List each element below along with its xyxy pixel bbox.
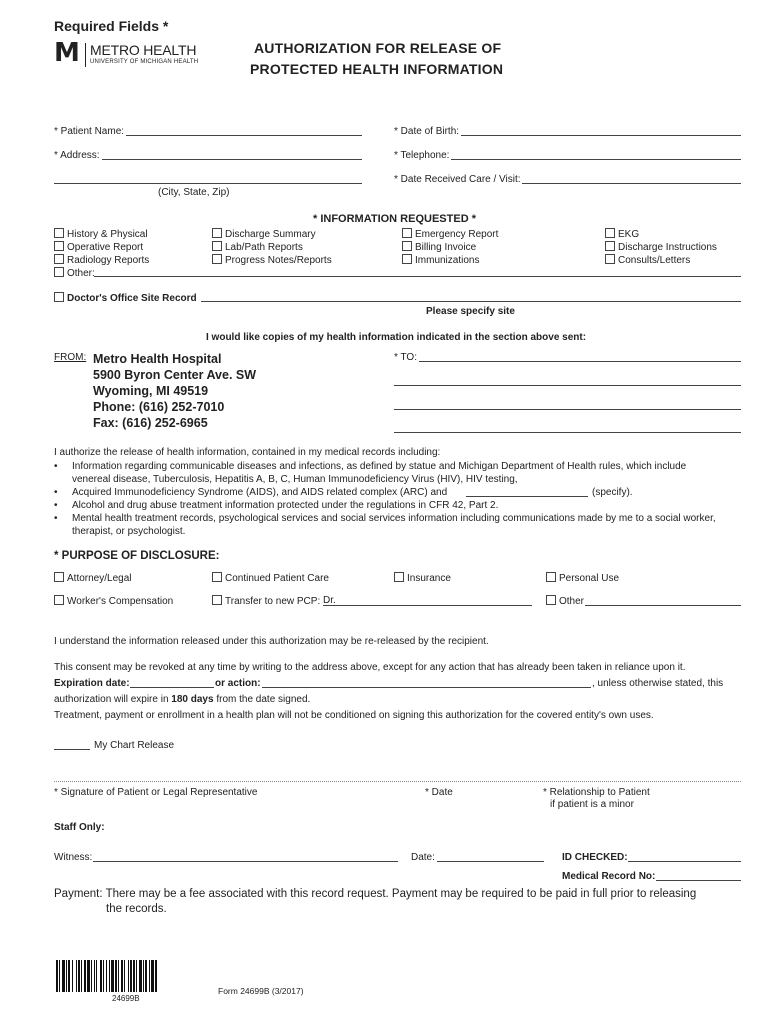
checkbox-operative-report[interactable]: Operative Report	[54, 241, 149, 254]
other-purpose-field[interactable]	[585, 605, 741, 606]
checkbox-continued-care[interactable]: Continued Patient Care	[212, 572, 329, 584]
medical-record-label: Medical Record No:	[562, 871, 656, 882]
to-label: * TO:	[394, 352, 417, 363]
relationship-label: * Relationship to Patient if patient is a minor	[543, 787, 650, 810]
bullet-mental-health-cont: therapist, or psychologist.	[72, 526, 186, 537]
to-field-line4[interactable]	[394, 432, 741, 433]
action-field[interactable]	[262, 687, 591, 688]
bullet-mental-health: • Mental health treatment records, psychological services and social services information including communications made by me to a social worker,	[72, 513, 716, 524]
medical-record-field[interactable]	[656, 880, 741, 881]
staff-date-label: Date:	[411, 852, 435, 863]
rereleased-text: I understand the information released under this authorization may be re-released by the recipient.	[54, 636, 489, 647]
witness-field[interactable]	[93, 861, 398, 862]
signature-date-label: * Date	[425, 787, 453, 798]
witness-label: Witness:	[54, 852, 93, 863]
checkbox-ekg[interactable]: EKG	[605, 228, 717, 241]
bullet-aids: • Acquired Immunodeficiency Syndrome (AIDS), and AIDS related complex (ARC) and	[72, 487, 447, 498]
bullet-communicable-cont: venereal disease, Tuberculosis, Hepatitis A, B, C, Human Immunodeficiency Virus (HIV), HIV testing,	[72, 474, 518, 485]
info-requested-heading: * INFORMATION REQUESTED *	[313, 213, 476, 225]
bullet-alcohol-drug: • Alcohol and drug abuse treatment information protected under the regulations in CFR 42, Part 2.	[72, 500, 498, 511]
patient-name-label: * Patient Name:	[54, 126, 125, 137]
payment-note-cont: the records.	[106, 903, 167, 915]
or-action-label: or action:	[215, 678, 261, 689]
checkbox-workers-comp[interactable]: Worker's Compensation	[54, 595, 173, 607]
checkbox-progress-notes[interactable]: Progress Notes/Reports	[212, 254, 332, 267]
treatment-text: Treatment, payment or enrollment in a health plan will not be conditioned on signing this authorization for the covered entity's own uses.	[54, 710, 654, 721]
city-state-zip-label: (City, State, Zip)	[158, 187, 230, 198]
staff-date-field[interactable]	[437, 861, 544, 862]
my-chart-label: My Chart Release	[94, 740, 175, 751]
checkbox-transfer-pcp[interactable]: Transfer to new PCP:	[212, 595, 320, 607]
checkbox-immunizations[interactable]: Immunizations	[402, 254, 498, 267]
dob-field[interactable]	[461, 135, 741, 136]
payment-note: Payment: There may be a fee associated with this record request. Payment may be required to be paid in full prior to releasing	[54, 888, 697, 900]
block-m-icon: M	[54, 38, 79, 68]
signature-line[interactable]	[54, 781, 741, 782]
to-field-line1[interactable]	[419, 361, 741, 362]
doctor-site-field[interactable]	[201, 301, 741, 302]
expiration-label: Expiration date:	[54, 678, 130, 689]
checkbox-lab-path-reports[interactable]: Lab/Path Reports	[212, 241, 332, 254]
expiration-date-field[interactable]	[130, 687, 214, 688]
address-line2-field[interactable]	[54, 183, 362, 184]
purpose-heading: * PURPOSE OF DISCLOSURE:	[54, 550, 220, 562]
address-field[interactable]	[102, 159, 362, 160]
dr-label: Dr.	[323, 595, 336, 606]
expire-text: authorization will expire in 180 days from the date signed.	[54, 694, 311, 705]
checkbox-personal-use[interactable]: Personal Use	[546, 572, 619, 584]
copies-sent-text: I would like copies of my health information indicated in the section above sent:	[206, 332, 587, 343]
info-col3	[402, 228, 498, 267]
telephone-label: * Telephone:	[394, 150, 450, 161]
info-col2	[212, 228, 332, 267]
checkbox-radiology-reports[interactable]: Radiology Reports	[54, 254, 149, 267]
dob-label: * Date of Birth:	[394, 126, 460, 137]
logo-subtitle: UNIVERSITY OF MICHIGAN HEALTH	[90, 59, 199, 65]
my-chart-field[interactable]	[54, 749, 90, 750]
id-checked-label: ID CHECKED:	[562, 852, 628, 863]
checkbox-history-physical[interactable]: History & Physical	[54, 228, 149, 241]
signature-label: * Signature of Patient or Legal Representative	[54, 787, 258, 798]
checkbox-other[interactable]: Other:	[54, 267, 149, 280]
staff-only-heading: Staff Only:	[54, 822, 105, 833]
authorize-intro: I authorize the release of health information, contained in my medical records including:	[54, 447, 441, 458]
form-title-line2: PROTECTED HEALTH INFORMATION	[250, 61, 504, 77]
from-address: Metro Health Hospital 5900 Byron Center Ave. SW Wyoming, MI 49519 Phone: (616) 252-7010 Fax: (616) 252-6965	[93, 352, 257, 430]
form-title-line1: AUTHORIZATION FOR RELEASE OF	[254, 40, 502, 56]
to-field-line2[interactable]	[394, 385, 741, 386]
form-number: Form 24699B (3/2017)	[218, 986, 304, 996]
checkbox-insurance[interactable]: Insurance	[394, 572, 451, 584]
patient-name-field[interactable]	[126, 135, 362, 136]
checkbox-other-purpose[interactable]: Other	[546, 595, 584, 607]
id-checked-field[interactable]	[628, 861, 741, 862]
revoke-text: This consent may be revoked at any time by writing to the address above, except for any action that has already been taken in reliance upon it.	[54, 662, 686, 673]
barcode	[56, 960, 194, 992]
checkbox-attorney-legal[interactable]: Attorney/Legal	[54, 572, 132, 584]
checkbox-billing-invoice[interactable]: Billing Invoice	[402, 241, 498, 254]
info-col4	[605, 228, 717, 267]
aids-specify-label: (specify).	[592, 487, 633, 498]
to-field-line3[interactable]	[394, 409, 741, 410]
checkbox-consults-letters[interactable]: Consults/Letters	[605, 254, 717, 267]
logo-name: METRO HEALTH	[90, 42, 197, 58]
info-col1	[54, 228, 149, 280]
checkbox-emergency-report[interactable]: Emergency Report	[402, 228, 498, 241]
aids-specify-field[interactable]	[466, 496, 588, 497]
date-received-field[interactable]	[522, 183, 741, 184]
from-label: FROM:	[54, 352, 87, 363]
transfer-pcp-field[interactable]	[323, 605, 532, 606]
checkbox-doctor-site[interactable]: Doctor's Office Site Record	[54, 292, 197, 304]
specify-site-label: Please specify site	[426, 306, 515, 317]
checkbox-discharge-instructions[interactable]: Discharge Instructions	[605, 241, 717, 254]
required-fields-note: Required Fields *	[54, 18, 169, 34]
other-info-field[interactable]	[94, 276, 741, 277]
bullet-communicable: • Information regarding communicable diseases and infections, as defined by statue and Michigan Department of Health rules, which include	[72, 461, 686, 472]
date-received-label: * Date Received Care / Visit:	[394, 174, 521, 185]
barcode-number: 24699B	[112, 994, 140, 1003]
checkbox-discharge-summary[interactable]: Discharge Summary	[212, 228, 332, 241]
unless-text: , unless otherwise stated, this	[592, 678, 724, 689]
telephone-field[interactable]	[451, 159, 741, 160]
metro-health-logo	[54, 38, 214, 68]
address-label: * Address:	[54, 150, 100, 161]
